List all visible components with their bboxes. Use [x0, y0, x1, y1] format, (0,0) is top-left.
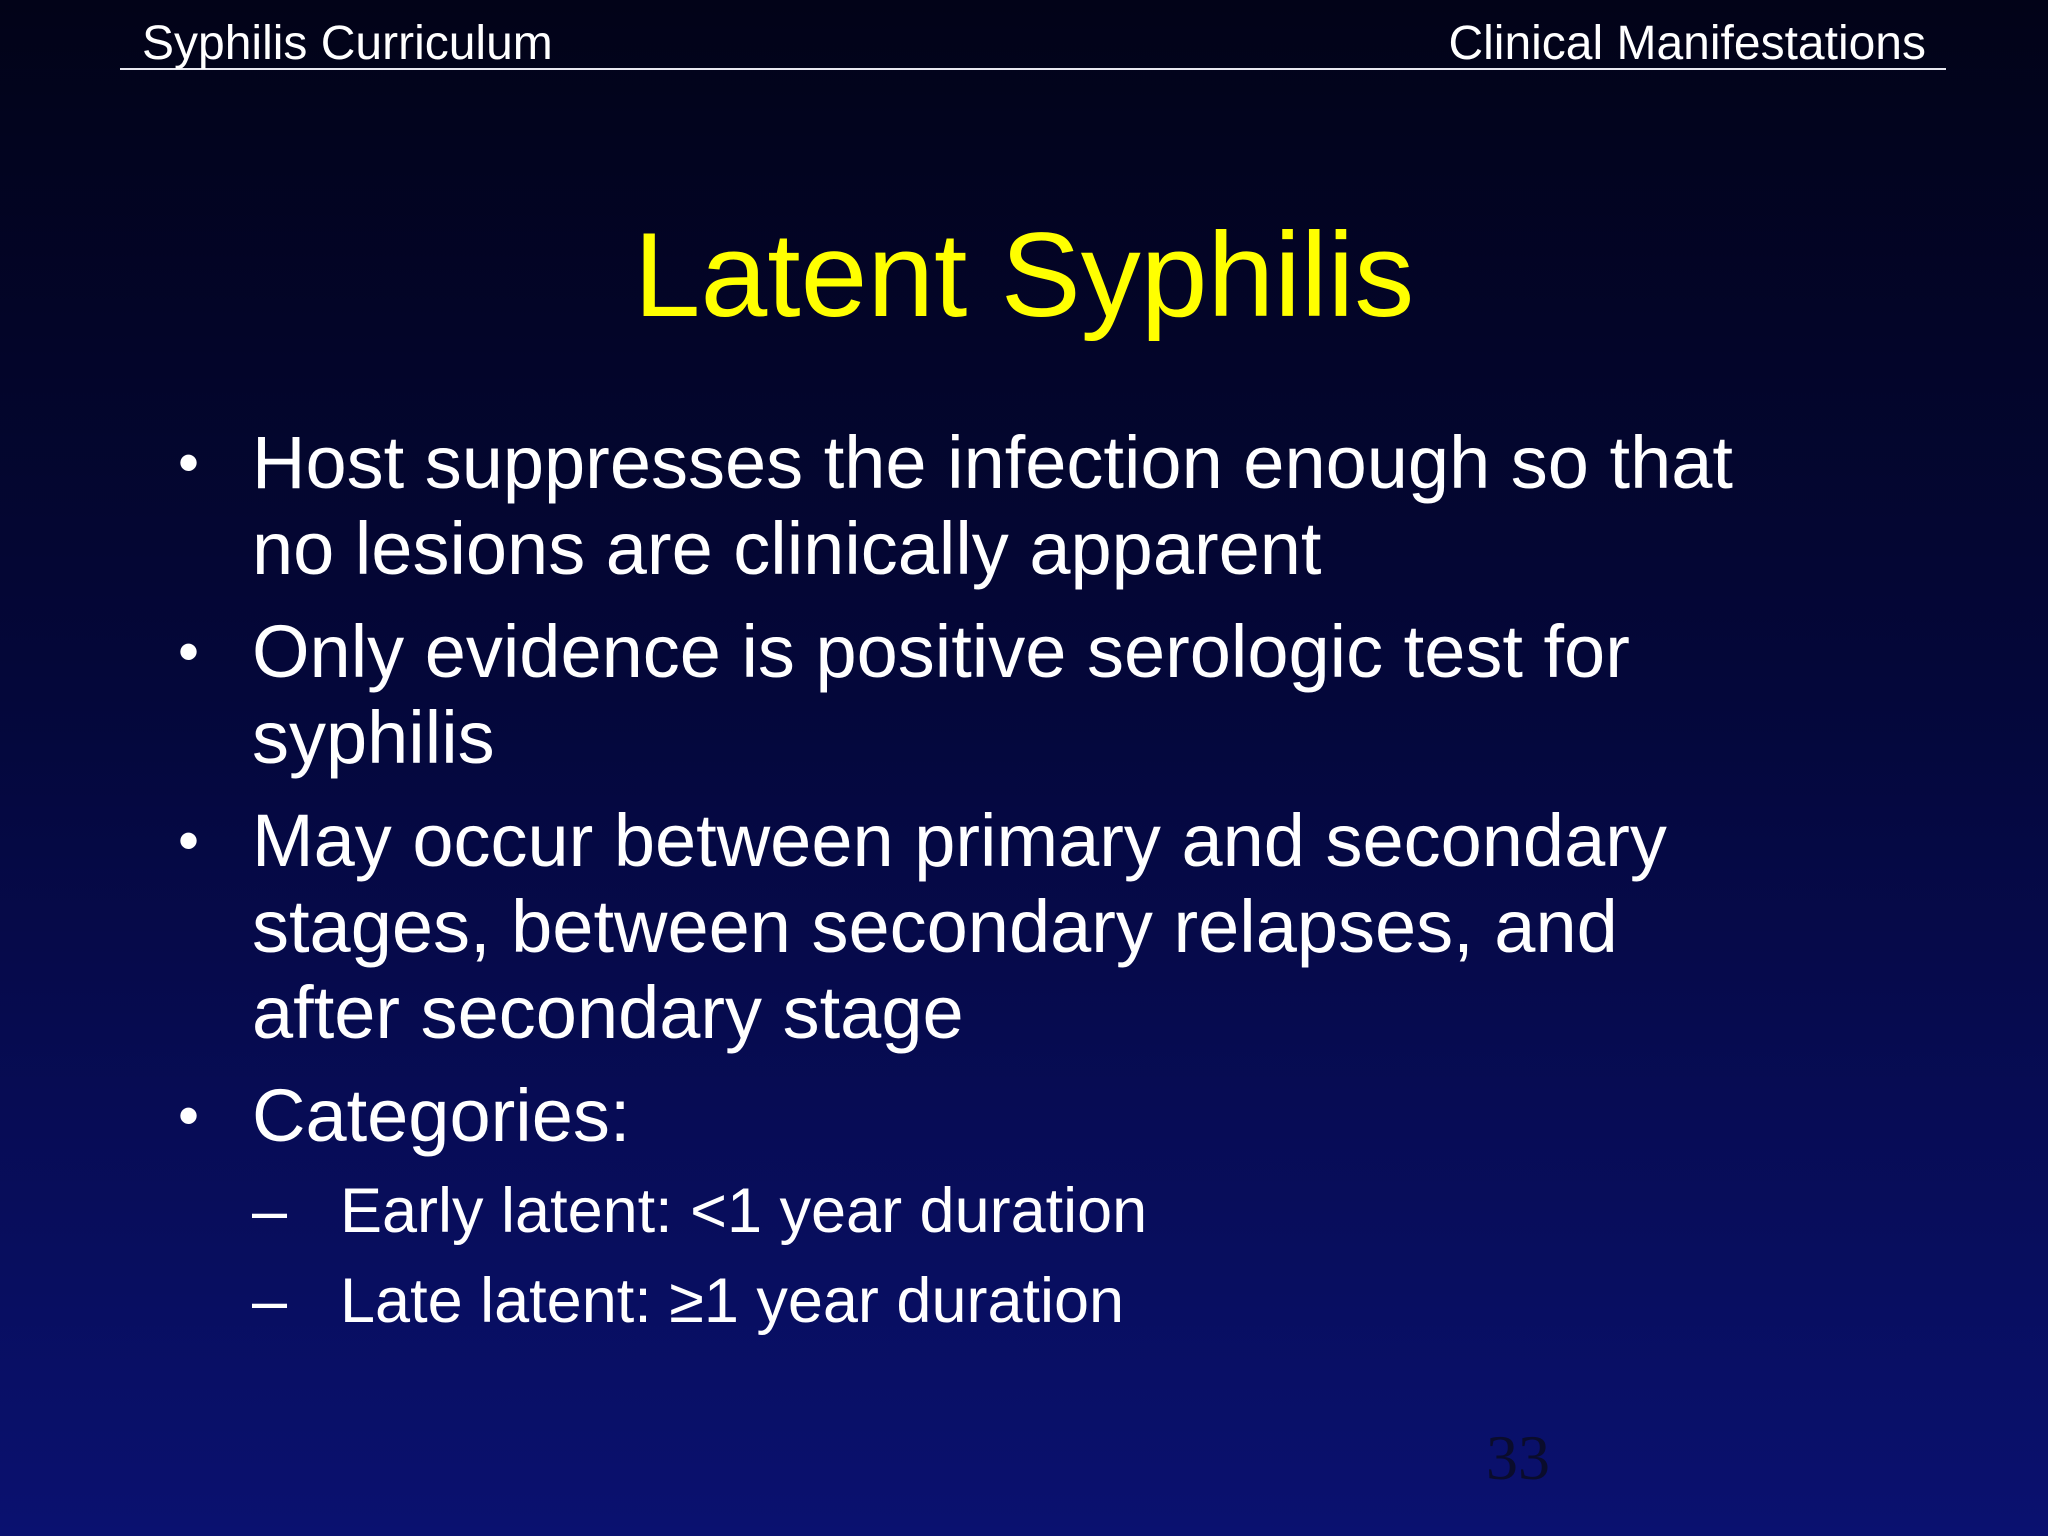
dash-icon: – [252, 1176, 288, 1246]
bullet-item [170, 798, 1890, 1056]
dash-icon: – [252, 1266, 288, 1336]
bullet-dot-icon: • [178, 807, 200, 874]
curriculum-label: Syphilis Curriculum [142, 17, 553, 70]
bullet-text-line: after secondary stage [252, 971, 964, 1054]
bullet-text-line: May occur between primary and secondary [252, 799, 1667, 882]
slide-title: Latent Syphilis [633, 208, 1415, 342]
bullet-list [170, 420, 1890, 1356]
page-number: 33 [1486, 1422, 1550, 1493]
bullet-text-line: Host suppresses the infection enough so that [252, 421, 1733, 504]
bullet-item [170, 420, 1890, 592]
bullet-dot-icon: • [178, 429, 200, 496]
section-label: Clinical Manifestations [1448, 17, 1926, 70]
bullet-text-line: syphilis [252, 696, 495, 779]
sub-bullet-list [252, 1173, 1890, 1339]
sub-bullet-text: Early latent: <1 year duration [340, 1176, 1148, 1246]
bullet-item [170, 1073, 1890, 1339]
header-bar [120, 14, 1946, 70]
sub-bullet-item [252, 1263, 1890, 1339]
sub-bullet-item [252, 1173, 1890, 1249]
bullet-dot-icon: • [178, 618, 200, 685]
bullet-text-line: Categories: [252, 1074, 631, 1157]
bullet-item [170, 609, 1890, 781]
bullet-text-line: Only evidence is positive serologic test for [252, 610, 1630, 693]
sub-bullet-text: Late latent: ≥1 year duration [340, 1266, 1125, 1336]
bullet-dot-icon: • [178, 1082, 200, 1149]
bullet-text-line: no lesions are clinically apparent [252, 507, 1322, 590]
bullet-text-line: stages, between secondary relapses, and [252, 885, 1618, 968]
